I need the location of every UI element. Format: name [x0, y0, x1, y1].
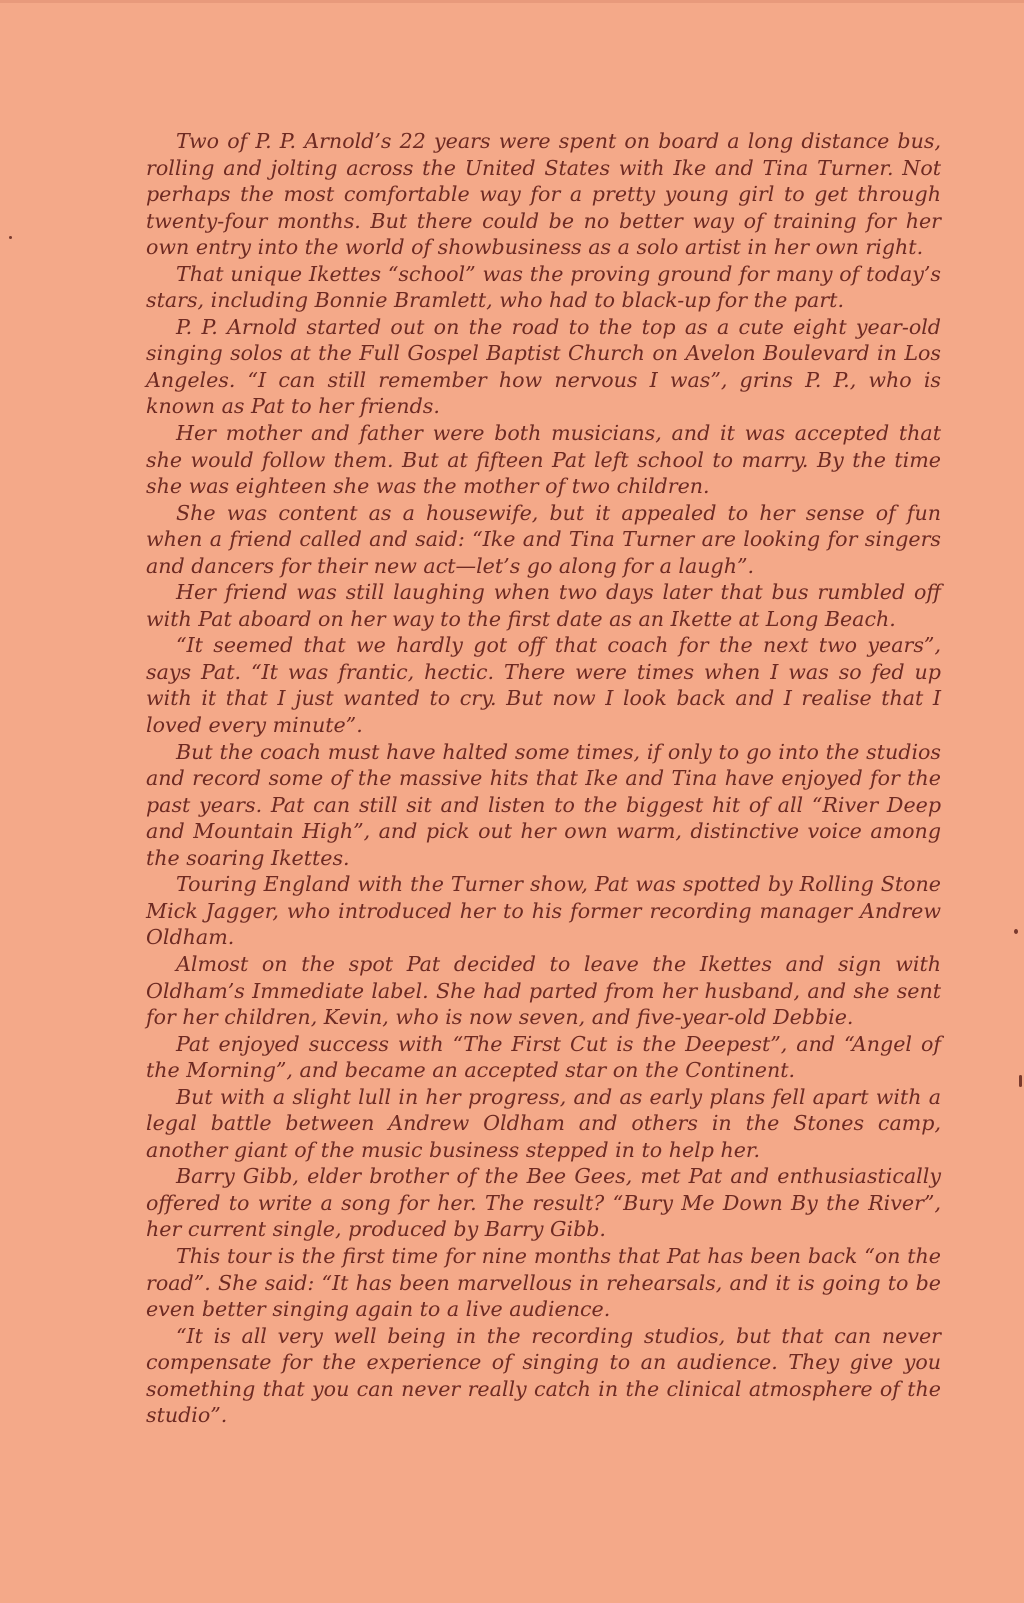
article-paragraph: Pat enjoyed success with “The First Cut is the Deepest”, and “Angel of the Morning”, and became an accepted star on the Continent.	[146, 1031, 941, 1083]
article-body	[146, 128, 941, 1429]
article-paragraph: Almost on the spot Pat decided to leave the Ikettes and sign with Oldham’s Immediate label. She had parted from her husband, and she sent for her children, Kevin, who is now seven, and five-year-old Debbie.	[146, 951, 941, 1030]
article-paragraph: Her mother and father were both musicians, and it was accepted that she would follow them. But at fifteen Pat left school to marry. By the time she was eighteen she was the mother of two children.	[146, 421, 941, 499]
article-paragraph: Touring England with the Turner show, Pat was spotted by Rolling Stone Mick Jagger, who introduced her to his former recording manager Andrew Oldham.	[146, 872, 941, 950]
article-paragraph: Her friend was still laughing when two days later that bus rumbled off with Pat aboard on her way to the first date as an Ikette at Long Beach.	[146, 580, 941, 631]
article-paragraph: She was content as a housewife, but it appealed to her sense of fun when a friend called and said: “Ike and Tina Turner are looking for singers and dancers for their new act—let’s go along for a laugh”.	[146, 500, 941, 578]
print-speck	[9, 236, 12, 239]
article-paragraph: But with a slight lull in her progress, and as early plans fell apart with a legal battle between Andrew Oldham and others in the Stones camp, another giant of the music business stepped in to help her.	[146, 1084, 941, 1162]
article-paragraph: “It is all very well being in the recording studios, but that can never compensate for the experience of singing to an audience. They give you something that you can never really catch in the clinical atmosphere of the studio”.	[146, 1323, 941, 1428]
article-paragraph: “It seemed that we hardly got off that coach for the next two years”, says Pat. “It was frantic, hectic. There were times when I was so fed up with it that I just wanted to cry. But now I look back and I realise that I loved every minute”.	[146, 633, 941, 738]
print-speck	[1014, 929, 1018, 934]
print-speck	[1019, 1075, 1022, 1087]
article-paragraph: P. P. Arnold started out on the road to the top as a cute eight year-old singing solos at the Full Gospel Baptist Church on Avelon Boulevard in Los Angeles. “I can still remember how nervous I was”, grins P. P., who is known as Pat to her friends.	[146, 314, 941, 419]
article-paragraph: Barry Gibb, elder brother of the Bee Gees, met Pat and enthusiastically offered to write a song for her. The result? “Bury Me Down By the River”, her current single, produced by Barry Gibb.	[146, 1164, 941, 1242]
article-paragraph: That unique Ikettes “school” was the proving ground for many of today’s stars, including Bonnie Bramlett, who had to black-up for the part.	[146, 261, 941, 313]
article-paragraph: This tour is the first time for nine months that Pat has been back “on the road”. She said: “It has been marvellous in rehearsals, and it is going to be even better singing again to a live audience.	[146, 1243, 941, 1322]
article-paragraph: Two of P. P. Arnold’s 22 years were spent on board a long distance bus, rolling and jolting across the United States with Ike and Tina Turner. Not perhaps the most comfortable way for a pretty young girl to get through twenty-four months. But there could be no better way of training for her own entry into the world of showbusiness as a solo artist in her own right.	[146, 129, 941, 260]
page-top-edge	[0, 0, 1024, 3]
article-paragraph: But the coach must have halted some times, if only to go into the studios and record some of the massive hits that Ike and Tina have enjoyed for the past years. Pat can still sit and listen to the biggest hit of all “River Deep and Mountain High”, and pick out her own warm, distinctive voice among the soaring Ikettes.	[146, 739, 941, 870]
